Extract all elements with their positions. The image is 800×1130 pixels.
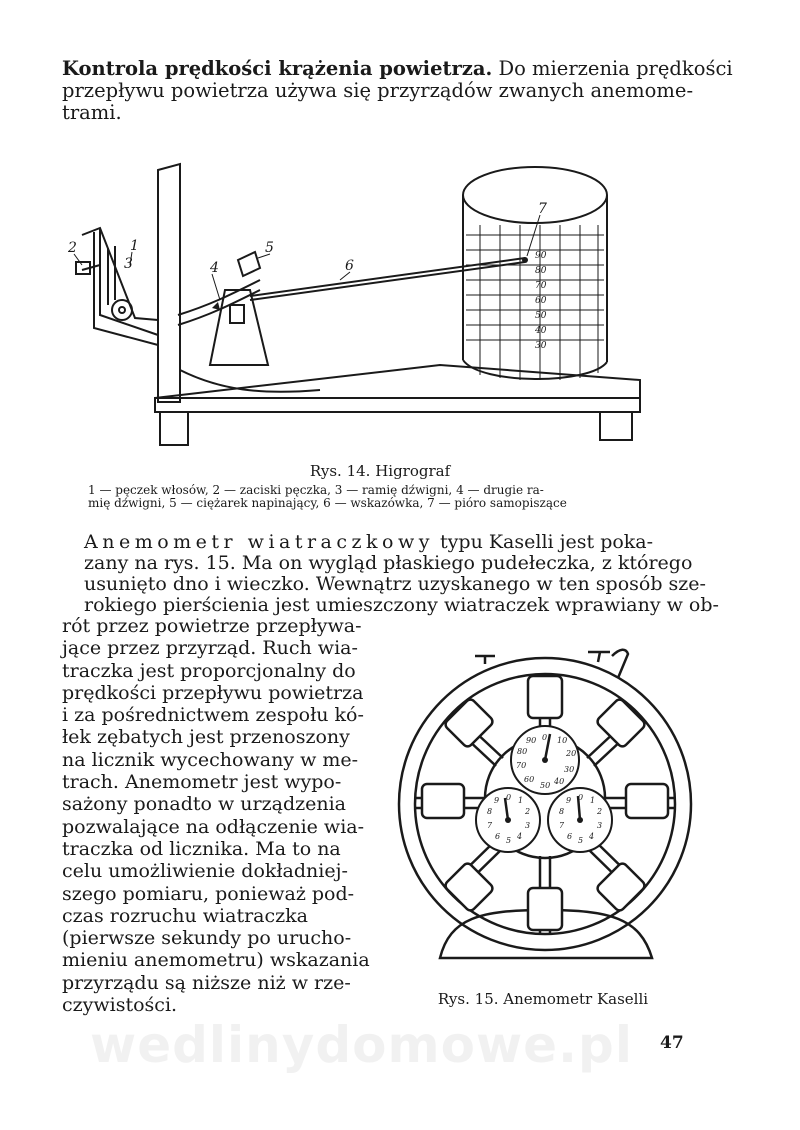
scale-value: 90 — [535, 251, 547, 261]
dial-value: 20 — [566, 749, 577, 758]
dial-value: 6 — [567, 832, 573, 841]
paragraph-line: mieniu anemometru) wskazania — [62, 949, 370, 972]
scale-value: 80 — [535, 266, 547, 276]
paragraph-line: czywistości. — [62, 994, 178, 1017]
figure-14-legend — [88, 484, 688, 510]
dial-value: 8 — [487, 807, 493, 816]
watermark: wedlinydomowe.pl — [90, 1016, 633, 1074]
anemometer-illustration — [390, 648, 710, 988]
paragraph-line: na licznik wycechowany w me- — [62, 748, 359, 771]
dial-value: 7 — [487, 821, 493, 830]
figure-14-caption: Rys. 14. Higrograf — [309, 462, 451, 480]
paragraph-line: usunięto dno i wieczko. Wewnątrz uzyskanego w ten sposób sze- — [84, 573, 706, 595]
figure-15-caption: Rys. 15. Anemometr Kaselli — [437, 990, 649, 1008]
dial-value: 8 — [559, 807, 565, 816]
dial-value: 9 — [494, 796, 500, 805]
dial-value: 30 — [564, 765, 575, 774]
paragraph-line: przyrządu są niższe niż w rze- — [62, 971, 351, 994]
section-heading: Kontrola prędkości krążenia powietrza. — [62, 57, 493, 80]
dial-value: 1 — [518, 796, 524, 805]
paragraph-line: przepływu powietrza używa się przyrządów zwanych anemome- — [62, 79, 694, 102]
dial-value: 5 — [578, 836, 584, 845]
dial-value: 1 — [590, 796, 596, 805]
dial-value: 10 — [557, 736, 568, 745]
part-label-3: 3 — [124, 256, 133, 272]
legend-line: 1 — pęczek włosów, 2 — zaciski pęczka, 3 — ramię dźwigni, 4 — drugie ra- — [88, 483, 544, 497]
paragraph-line: trami. — [62, 101, 122, 124]
spaced-term: Anemometr wiatraczkowy — [84, 531, 434, 553]
dial-value: 70 — [516, 761, 527, 770]
paragraph-line: celu umożliwienie dokładniej- — [62, 860, 348, 883]
part-label-7: 7 — [538, 201, 547, 217]
paragraph-line: rót przez powietrze przepływa- — [62, 615, 362, 637]
paragraph-line: czas rozruchu wiatraczka — [62, 904, 308, 927]
paragraph-line: rokiego pierścienia jest umieszczony wiatraczek wprawiany w ob- — [84, 594, 719, 616]
paragraph-line: prędkości przepływu powietrza — [62, 681, 364, 704]
dial-value: 4 — [517, 832, 523, 841]
dial-value: 90 — [526, 736, 537, 745]
scale-value: 50 — [535, 311, 547, 321]
dial-value: 0 — [578, 793, 584, 802]
dial-value: 3 — [597, 821, 603, 830]
part-label-4: 4 — [210, 260, 219, 276]
dial-value: 2 — [597, 807, 603, 816]
paragraph-air-circulation — [62, 57, 733, 124]
dial-value: 3 — [525, 821, 531, 830]
paragraph-line: pozwalające na odłączenie wia- — [62, 815, 365, 838]
scale-value: 60 — [535, 296, 547, 306]
paragraph-line: typu Kaselli jest poka- — [434, 531, 654, 553]
dial-value: 4 — [589, 832, 595, 841]
paragraph-line: (pierwsze sekundy po urucho- — [62, 927, 352, 950]
dial-value: 80 — [517, 747, 528, 756]
paragraph-anemometer-body — [62, 615, 370, 1017]
legend-line: mię dźwigni, 5 — ciężarek napinający, 6 — wskazówka, 7 — pióro samopiszące — [88, 496, 567, 510]
paragraph-line: i za pośrednictwem zespołu kó- — [62, 704, 364, 727]
dial-value: 60 — [524, 775, 535, 784]
paragraph-anemometer-intro — [84, 531, 719, 616]
scale-value: 70 — [535, 281, 547, 291]
part-label-1: 1 — [130, 238, 139, 254]
scale-value: 40 — [535, 326, 547, 336]
dial-value: 2 — [525, 807, 531, 816]
paragraph-line: szego pomiaru, ponieważ pod- — [62, 882, 355, 905]
part-label-2: 2 — [68, 240, 77, 256]
paragraph-line: łek zębatych jest przenoszony — [62, 726, 350, 749]
dial-value: 9 — [566, 796, 572, 805]
paragraph-line: zany na rys. 15. Ma on wygląd płaskiego pudełeczka, z którego — [84, 552, 693, 574]
dial-value: 50 — [540, 781, 551, 790]
paragraph-line: sażony ponadto w urządzenia — [62, 793, 346, 816]
dial-value: 40 — [554, 777, 565, 786]
part-label-6: 6 — [345, 258, 354, 274]
scale-value: 30 — [535, 341, 547, 351]
paragraph-line: traczka od licznika. Ma to na — [62, 837, 341, 860]
paragraph-line: Do mierzenia prędkości — [492, 57, 733, 80]
paragraph-line: traczka jest proporcjonalny do — [62, 659, 356, 682]
dial-value: 0 — [506, 793, 512, 802]
paragraph-line: trach. Anemometr jest wypo- — [62, 771, 342, 794]
page-number: 47 — [660, 1033, 684, 1053]
dial-value: 0 — [542, 733, 548, 742]
paragraph-line: jące przez przyrząd. Ruch wia- — [62, 637, 358, 660]
dial-value: 6 — [495, 832, 501, 841]
part-label-5: 5 — [265, 240, 274, 256]
dial-value: 5 — [506, 836, 512, 845]
hygrograph-illustration — [60, 140, 660, 460]
dial-value: 7 — [559, 821, 565, 830]
